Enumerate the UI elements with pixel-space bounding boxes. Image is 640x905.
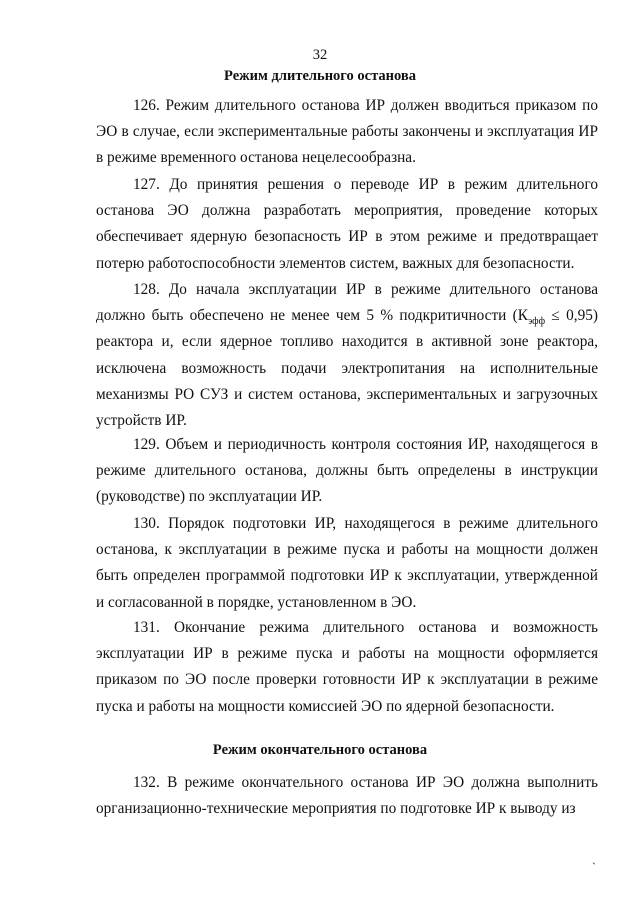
paragraph-128-text-start: 128. До начала эксплуатации ИР в режиме длительного останова должно быть обеспечено не менее чем 5 % подкритичности (К	[96, 281, 598, 325]
paragraph-128	[96, 277, 598, 434]
section-heading-final-shutdown: Режим окончательного останова	[212, 742, 428, 758]
paragraph-130: 130. Порядок подготовки ИР, находящегося в режиме длительного останова, к эксплуатации в режиме пуска и работы на мощности должен быть определен программой подготовки ИР к эксплуатации, утвержденной и согласованной в порядке, установленном в ЭО.	[96, 515, 598, 611]
paragraph-126: 126. Режим длительного останова ИР должен вводиться приказом по ЭО в случае, если экспериментальные работы закончены и эксплуатация ИР в режиме временного останова нецелесообразна.	[96, 97, 598, 167]
section-heading-long-shutdown: Режим длительного останова	[224, 68, 416, 84]
corner-mark: ˏ	[592, 851, 596, 865]
paragraph-129: 129. Объем и периодичность контроля состояния ИР, находящегося в режиме длительного останова, должны быть определены в инструкции (руководстве) по эксплуатации ИР.	[96, 436, 598, 506]
paragraph-127: 127. До принятия решения о переводе ИР в режим длительного останова ЭО должна разработать мероприятия, проведение которых обеспечивает ядерную безопасность ИР в этом режиме и предотвращает потерю работоспособности элементов систем, важных для безопасности.	[96, 176, 598, 272]
paragraph-128-text-end: ≤ 0,95) реактора и, если ядерное топливо находится в активной зоне реактора, исключена возможность подачи электропитания на исполнительные механизмы РО СУЗ и систем останова, экспериментальных и загрузочных устройств ИР.	[96, 307, 598, 430]
paragraph-131: 131. Окончание режима длительного останова и возможность эксплуатации ИР в режиме пуска и работы на мощности оформляется приказом по ЭО после проверки готовности ИР к эксплуатации в режиме пуска и работы на мощности комиссией ЭО по ядерной безопасности.	[96, 619, 598, 715]
paragraph-132: 132. В режиме окончательного останова ИР ЭО должна выполнить организационно-технические мероприятия по подготовке ИР к выводу из	[96, 774, 598, 818]
keff-subscript: эфф	[527, 316, 546, 328]
page-number: 32	[312, 47, 328, 63]
